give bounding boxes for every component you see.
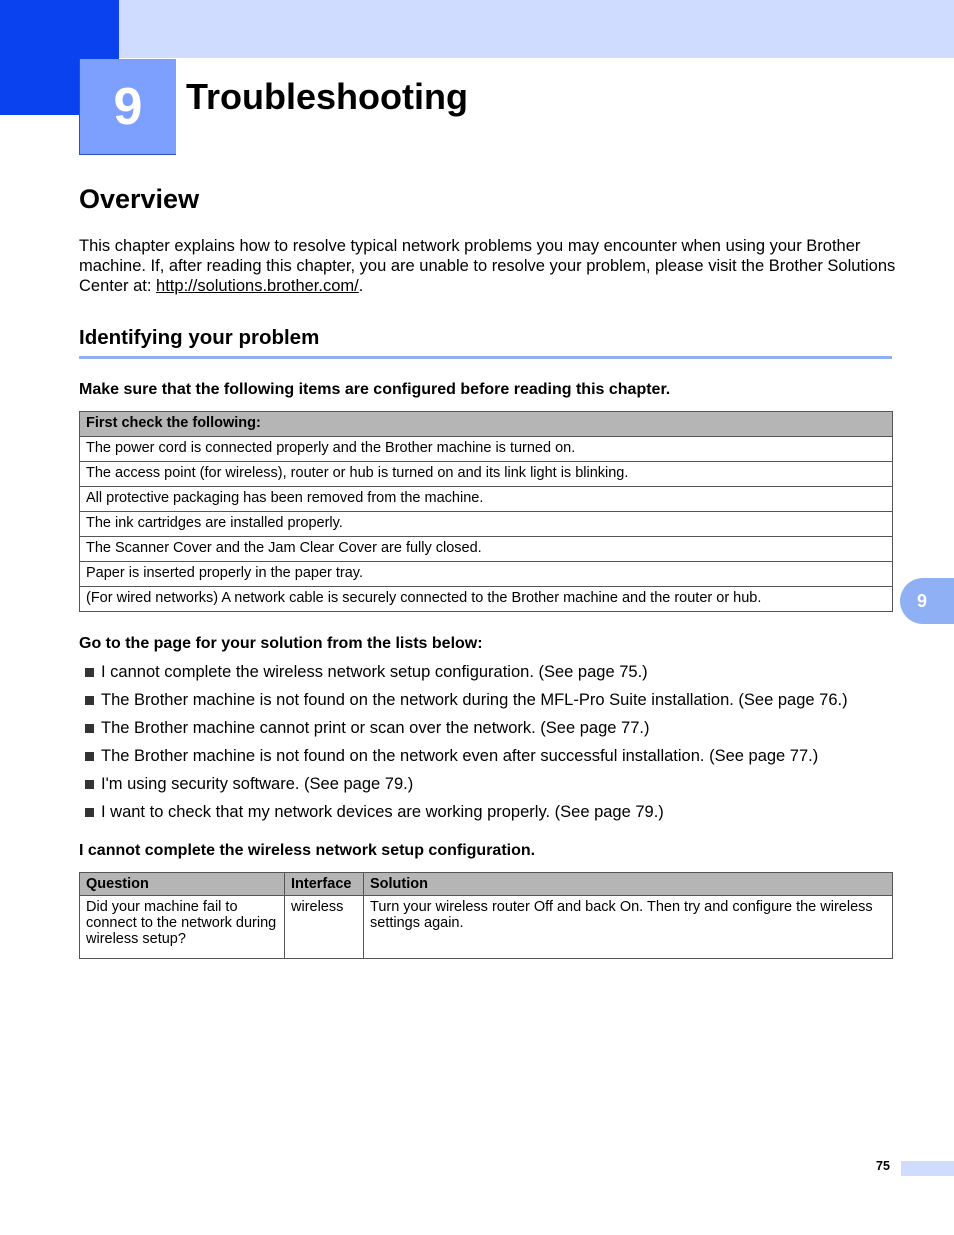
square-bullet-icon	[85, 752, 94, 761]
list-item	[79, 661, 848, 689]
table-row	[80, 562, 893, 587]
wireless-table	[79, 872, 893, 959]
square-bullet-icon	[85, 668, 94, 677]
column-header-question: Question	[80, 873, 285, 896]
table-row	[80, 512, 893, 537]
question-cell: Did your machine fail to connect to the network during wireless setup?	[80, 896, 285, 959]
footer-bar	[901, 1161, 954, 1176]
list-item	[79, 773, 848, 801]
square-bullet-icon	[85, 696, 94, 705]
table-row	[80, 487, 893, 512]
table-cell: The access point (for wireless), router or hub is turned on and its link light is blinking.	[80, 462, 893, 487]
solutions-center-link[interactable]: http://solutions.brother.com/	[156, 277, 359, 295]
list-item-text: The Brother machine cannot print or scan over the network. (See page 77.)	[101, 719, 650, 737]
check-table-header: First check the following:	[80, 412, 893, 437]
subsection-title: Identifying your problem	[79, 326, 892, 359]
list-item	[79, 689, 848, 717]
list-item-text: The Brother machine is not found on the network even after successful installation. (See page 77.)	[101, 747, 819, 765]
list-item-text: I'm using security software. (See page 79.)	[101, 775, 414, 793]
column-header-interface: Interface	[285, 873, 364, 896]
list-item-text: I cannot complete the wireless network setup configuration. (See page 75.)	[101, 663, 648, 681]
table-row	[80, 587, 893, 612]
list-item-text: The Brother machine is not found on the network during the MFL-Pro Suite installation. (See page 76.)	[101, 691, 848, 709]
column-header-solution: Solution	[364, 873, 893, 896]
table-cell: All protective packaging has been removed from the machine.	[80, 487, 893, 512]
square-bullet-icon	[85, 724, 94, 733]
solutions-heading: Go to the page for your solution from the lists below:	[79, 635, 483, 652]
table-row	[80, 896, 893, 959]
table-cell: The Scanner Cover and the Jam Clear Cover are fully closed.	[80, 537, 893, 562]
intro-text: This chapter explains how to resolve typical network problems you may encounter when using your Brother machine. If, after reading this chapter, you are unable to resolve your problem, please visit the Brother Solutions Center at:	[79, 237, 896, 295]
chapter-title: Troubleshooting	[186, 76, 468, 117]
chapter-side-tab: 9	[900, 578, 954, 624]
solutions-list	[79, 661, 848, 829]
list-item-text: I want to check that my network devices are working properly. (See page 79.)	[101, 803, 664, 821]
interface-cell: wireless	[285, 896, 364, 959]
table-cell: (For wired networks) A network cable is securely connected to the Brother machine and the router or hub.	[80, 587, 893, 612]
table-cell: The ink cartridges are installed properly.	[80, 512, 893, 537]
check-table	[79, 411, 893, 612]
list-item	[79, 717, 848, 745]
list-item	[79, 745, 848, 773]
wireless-heading: I cannot complete the wireless network setup configuration.	[79, 842, 536, 859]
intro-paragraph	[79, 236, 899, 296]
table-cell: The power cord is connected properly and the Brother machine is turned on.	[80, 437, 893, 462]
table-row	[80, 462, 893, 487]
square-bullet-icon	[85, 780, 94, 789]
page-number: 75	[876, 1159, 890, 1173]
table-cell: Paper is inserted properly in the paper tray.	[80, 562, 893, 587]
section-title: Overview	[79, 184, 200, 214]
table-row	[80, 537, 893, 562]
square-bullet-icon	[85, 808, 94, 817]
prereq-heading: Make sure that the following items are configured before reading this chapter.	[79, 381, 671, 398]
header-band	[0, 0, 954, 58]
solution-cell: Turn your wireless router Off and back On. Then try and configure the wireless settings again.	[364, 896, 893, 959]
list-item	[79, 801, 848, 829]
table-row	[80, 437, 893, 462]
intro-end: .	[358, 277, 364, 295]
chapter-number: 9	[79, 59, 176, 155]
